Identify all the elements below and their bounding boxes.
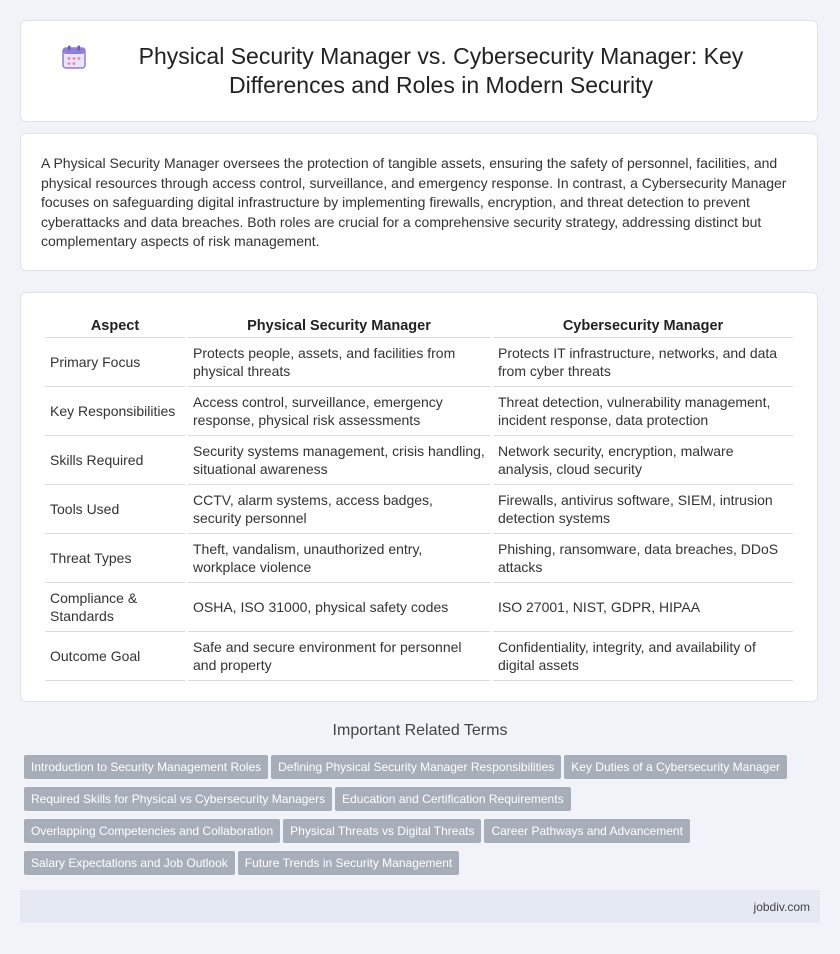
row-physical: CCTV, alarm systems, access badges, security personnel [188, 485, 490, 534]
table-row [45, 387, 793, 436]
row-aspect: Skills Required [45, 436, 185, 485]
intro-text: A Physical Security Manager oversees the protection of tangible assets, ensuring the safety of personnel, facilities, and physical resources through access control, surveillance, and emergency response. In contrast, a Cybersecurity Manager focuses on safeguarding digital infrastructure by implementing firewalls, encryption, and threat detection to prevent cyberattacks and data breaches. Both roles are crucial for a comprehensive security strategy, addressing distinct but complementary aspects of risk management. [41, 155, 787, 250]
row-physical: Protects people, assets, and facilities from physical threats [188, 338, 490, 387]
row-physical: Access control, surveillance, emergency response, physical risk assessments [188, 387, 490, 436]
row-aspect: Tools Used [45, 485, 185, 534]
comparison-card [20, 292, 818, 702]
row-cyber: Protects IT infrastructure, networks, and data from cyber threats [493, 338, 793, 387]
related-term-tag[interactable]: Future Trends in Security Management [238, 851, 459, 875]
related-term-tag[interactable]: Key Duties of a Cybersecurity Manager [564, 755, 787, 779]
row-aspect: Outcome Goal [45, 632, 185, 681]
related-term-tag[interactable]: Defining Physical Security Manager Responsibilities [271, 755, 561, 779]
row-cyber: Firewalls, antivirus software, SIEM, intrusion detection systems [493, 485, 793, 534]
comparison-table [42, 313, 796, 681]
row-physical: Safe and secure environment for personnel and property [188, 632, 490, 681]
table-row [45, 485, 793, 534]
column-header-physical: Physical Security Manager [188, 313, 490, 338]
table-row [45, 632, 793, 681]
column-header-cyber: Cybersecurity Manager [493, 313, 793, 338]
related-term-tag[interactable]: Salary Expectations and Job Outlook [24, 851, 235, 875]
row-aspect: Compliance & Standards [45, 583, 185, 632]
related-term-tag[interactable]: Physical Threats vs Digital Threats [283, 819, 481, 843]
table-row [45, 338, 793, 387]
calendar-icon [61, 44, 87, 70]
table-row [45, 436, 793, 485]
row-physical: Theft, vandalism, unauthorized entry, workplace violence [188, 534, 490, 583]
row-physical: OSHA, ISO 31000, physical safety codes [188, 583, 490, 632]
column-header-aspect: Aspect [45, 313, 185, 338]
row-cyber: Network security, encryption, malware analysis, cloud security [493, 436, 793, 485]
related-term-tag[interactable]: Career Pathways and Advancement [484, 819, 689, 843]
row-aspect: Primary Focus [45, 338, 185, 387]
table-row [45, 583, 793, 632]
header-card [20, 20, 818, 122]
related-term-tag[interactable]: Introduction to Security Management Roles [24, 755, 268, 779]
row-aspect: Threat Types [45, 534, 185, 583]
related-terms-title: Important Related Terms [332, 722, 508, 739]
table-row [45, 534, 793, 583]
related-term-tag[interactable]: Required Skills for Physical vs Cybersecurity Managers [24, 787, 332, 811]
row-cyber: Confidentiality, integrity, and availability of digital assets [493, 632, 793, 681]
row-cyber: ISO 27001, NIST, GDPR, HIPAA [493, 583, 793, 632]
row-cyber: Phishing, ransomware, data breaches, DDoS attacks [493, 534, 793, 583]
intro-card [20, 133, 818, 271]
footer [20, 890, 820, 923]
related-term-tag[interactable]: Education and Certification Requirements [335, 787, 570, 811]
table-header-row [45, 313, 793, 338]
page-title: Physical Security Manager vs. Cybersecurity Manager: Key Differences and Roles in Modern Security [138, 43, 744, 98]
row-cyber: Threat detection, vulnerability management, incident response, data protection [493, 387, 793, 436]
footer-site-link[interactable]: jobdiv.com [753, 900, 810, 914]
related-term-tag[interactable]: Overlapping Competencies and Collaboration [24, 819, 280, 843]
related-terms-list [24, 755, 824, 883]
row-physical: Security systems management, crisis handling, situational awareness [188, 436, 490, 485]
row-aspect: Key Responsibilities [45, 387, 185, 436]
